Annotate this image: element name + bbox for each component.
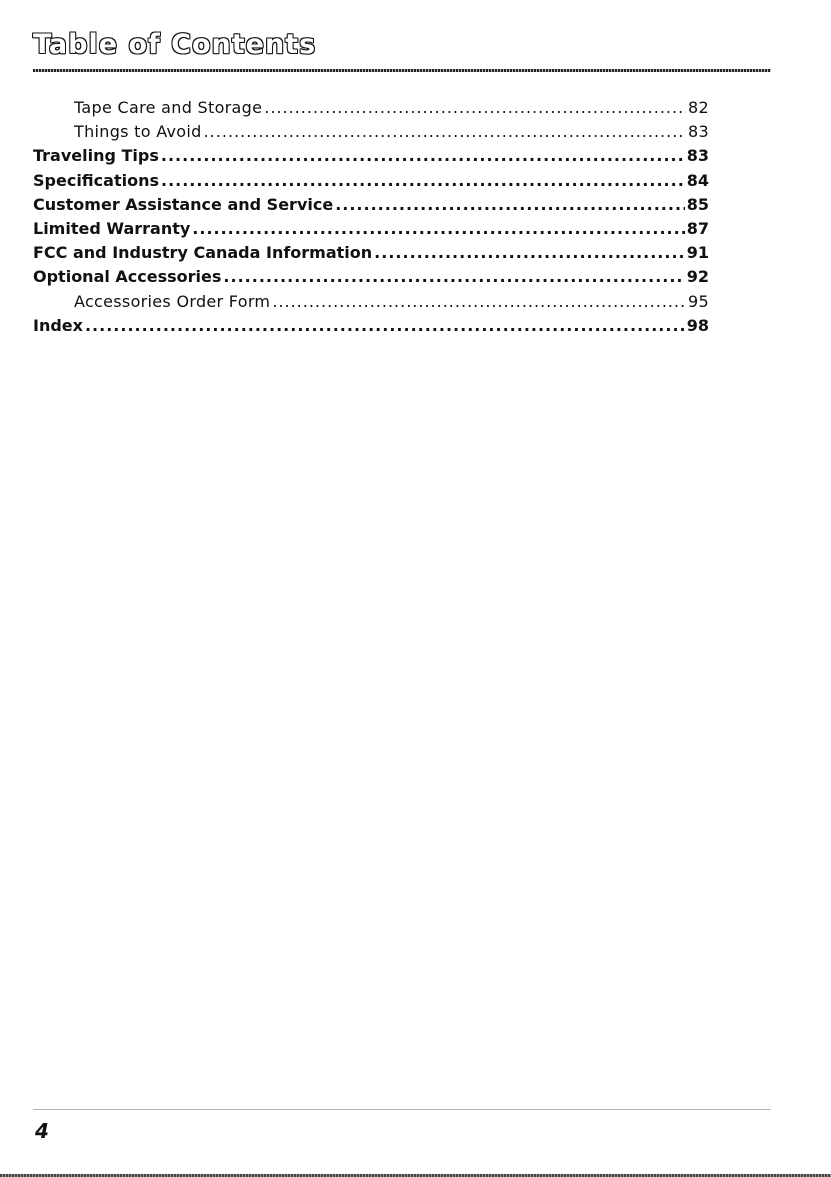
toc-entry-label: Index bbox=[33, 315, 83, 335]
title-rule bbox=[33, 69, 771, 72]
toc-entry-label: Optional Accessories bbox=[33, 267, 222, 287]
dot-leader bbox=[272, 290, 686, 314]
toc-entry-accessories-order-form[interactable] bbox=[33, 290, 709, 314]
toc-entry-page: 91 bbox=[686, 243, 709, 263]
toc-entry-label: FCC and Industry Canada Information bbox=[33, 243, 373, 263]
dot-leader bbox=[161, 169, 685, 193]
dot-leader bbox=[85, 314, 685, 338]
dot-leader bbox=[223, 265, 684, 289]
dot-leader bbox=[264, 96, 686, 120]
dot-leader bbox=[204, 120, 686, 144]
toc-entry-specifications[interactable] bbox=[33, 169, 709, 193]
dot-leader bbox=[374, 241, 685, 265]
toc-entry-page: 87 bbox=[686, 218, 709, 238]
toc-entry-page: 85 bbox=[686, 194, 709, 214]
toc-entry-page: 83 bbox=[688, 122, 709, 142]
toc-entry-customer-assistance[interactable] bbox=[33, 193, 709, 217]
toc-entry-label: Limited Warranty bbox=[33, 218, 191, 238]
toc-entry-tape-care[interactable] bbox=[33, 96, 709, 120]
toc-entry-label: Accessories Order Form bbox=[74, 291, 271, 311]
toc-entry-page: 84 bbox=[686, 170, 709, 190]
toc-entry-page: 83 bbox=[686, 146, 709, 166]
toc-entry-label: Traveling Tips bbox=[33, 146, 159, 166]
toc-entry-page: 98 bbox=[686, 315, 709, 335]
page-number: 4 bbox=[35, 1119, 49, 1143]
toc-entry-fcc-industry-canada[interactable] bbox=[33, 241, 709, 265]
toc-entry-things-to-avoid[interactable] bbox=[33, 120, 709, 144]
toc-entry-optional-accessories[interactable] bbox=[33, 265, 709, 289]
dot-leader bbox=[161, 144, 685, 168]
toc-entry-label: Tape Care and Storage bbox=[74, 98, 263, 117]
toc-entry-traveling-tips[interactable] bbox=[33, 144, 709, 168]
toc-entry-page: 82 bbox=[688, 98, 709, 117]
toc-entry-page: 92 bbox=[686, 267, 709, 287]
toc-entry-label: Things to Avoid bbox=[74, 122, 202, 142]
toc-entry-label: Specifications bbox=[33, 170, 159, 190]
dot-leader bbox=[192, 217, 684, 241]
toc-entry-limited-warranty[interactable] bbox=[33, 217, 709, 241]
table-of-contents bbox=[33, 96, 709, 338]
footer-rule bbox=[33, 1109, 771, 1110]
page-title: Table of Contents bbox=[33, 29, 317, 60]
toc-entry-page: 95 bbox=[688, 291, 709, 311]
toc-entry-index[interactable] bbox=[33, 314, 709, 338]
dot-leader bbox=[335, 193, 685, 217]
toc-entry-label: Customer Assistance and Service bbox=[33, 194, 334, 214]
